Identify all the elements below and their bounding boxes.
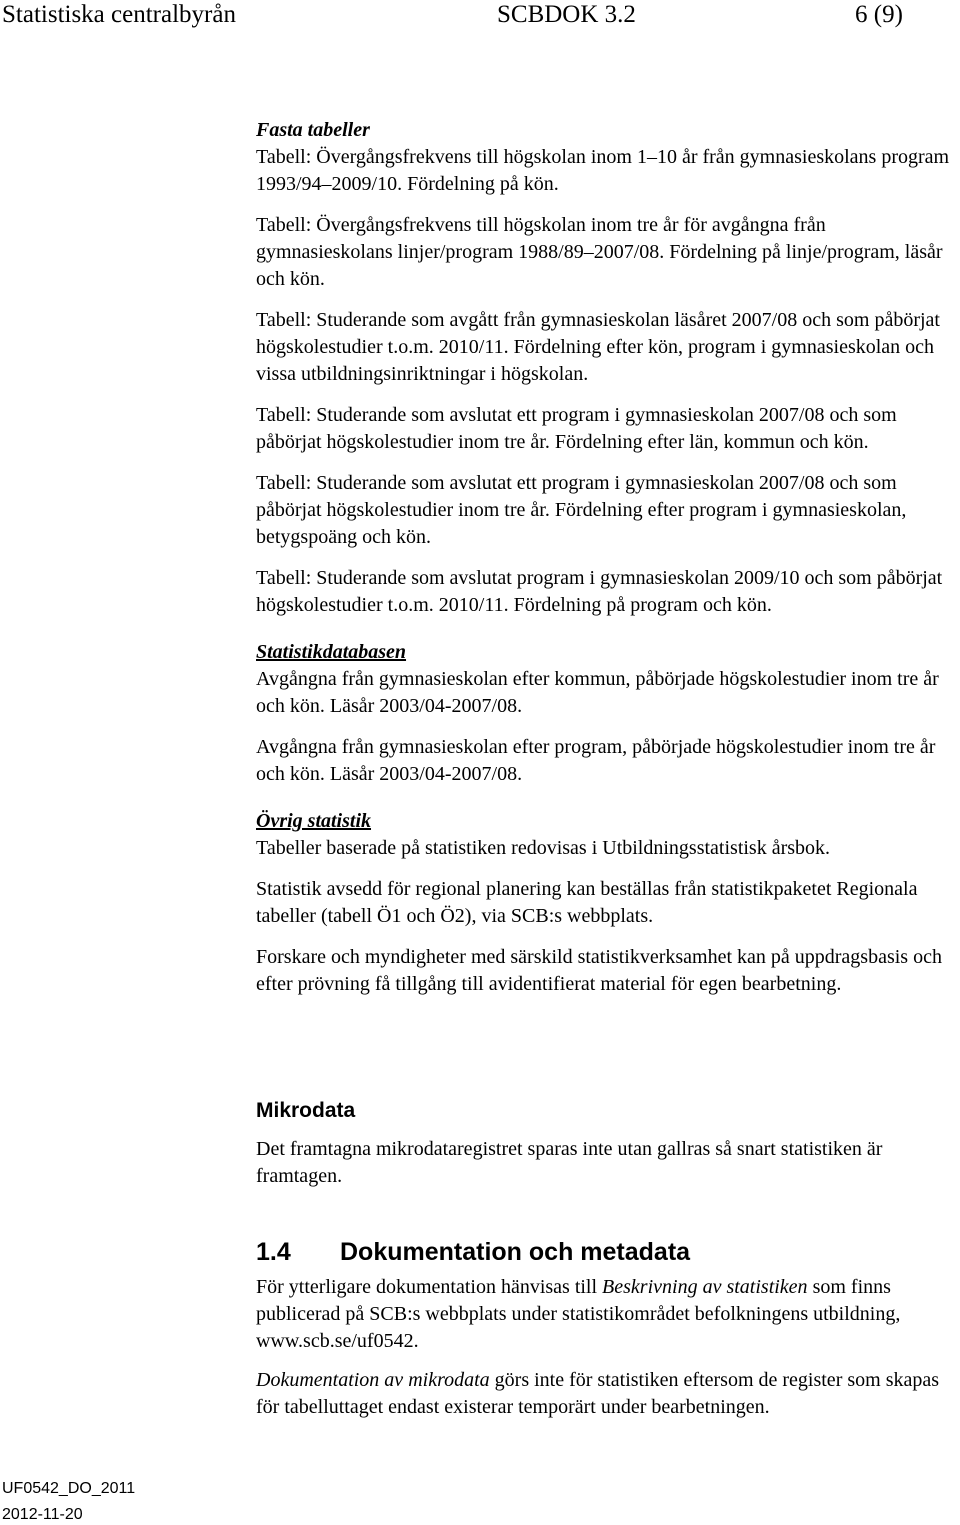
documentation-paragraph xyxy=(256,1274,960,1355)
statistics-database-item: Avgångna från gymnasieskolan efter program, påbörjade högskolestudier inom tre år och kön. Läsår 2003/04-2007/08. xyxy=(256,736,936,785)
microdata-heading: Mikrodata xyxy=(256,1099,356,1122)
publication-title: Dokumentation av mikrodata xyxy=(256,1369,490,1391)
microdata-text: Det framtagna mikrodataregistret sparas inte utan gallras så snart statistiken är framtagen. xyxy=(256,1138,883,1187)
footer-document-code: UF0542_DO_2011 xyxy=(2,1480,136,1497)
documentation-paragraph xyxy=(256,1367,960,1421)
documentation-body xyxy=(256,1274,960,1421)
main-content xyxy=(256,117,956,998)
header-organization: Statistiska centralbyrån xyxy=(2,1,236,28)
other-statistics-heading: Övrig statistik xyxy=(256,810,372,832)
fixed-table-item: Tabell: Övergångsfrekvens till högskolan inom tre år för avgångna från gymnasieskolans linjer/program 1988/89–2007/08. Fördelning på linje/program, läsår och kön. xyxy=(256,214,943,290)
fixed-tables-heading: Fasta tabeller xyxy=(256,119,370,141)
text-run: För ytterligare dokumentation hänvisas till xyxy=(256,1276,603,1298)
text-run: som finns publicerad på SCB:s webbplats under statistikområdet befolkningens utbildning, www.scb.se/uf0542. xyxy=(256,1276,901,1352)
publication-title: Beskrivning av statistiken xyxy=(602,1276,808,1298)
other-statistics-item: Tabeller baserade på statistiken redovisas i Utbildningsstatistisk årsbok. xyxy=(256,837,831,859)
fixed-table-item: Tabell: Studerande som avslutat program i gymnasieskolan 2009/10 och som påbörjat högskolestudier t.o.m. 2010/11. Fördelning på program och kön. xyxy=(256,567,943,616)
footer-date: 2012-11-20 xyxy=(2,1506,83,1523)
header-document-code: SCBDOK 3.2 xyxy=(497,1,636,28)
fixed-table-item: Tabell: Studerande som avgått från gymnasieskolan läsåret 2007/08 och som påbörjat högskolestudier t.o.m. 2010/11. Fördelning efter kön, program i gymnasieskolan och vissa utbildningsinriktningar i högskolan. xyxy=(256,309,940,385)
fixed-table-item: Tabell: Övergångsfrekvens till högskolan inom 1–10 år från gymnasieskolans program 1993/94–2009/10. Fördelning på kön. xyxy=(256,146,950,195)
other-statistics-item: Statistik avsedd för regional planering kan beställas från statistikpaketet Regionala tabeller (tabell Ö1 och Ö2), via SCB:s webbplats. xyxy=(256,878,918,927)
other-statistics-item: Forskare och myndigheter med särskild statistikverksamhet kan på uppdragsbasis och efter prövning få tillgång till avidentifierat material för egen bearbetning. xyxy=(256,946,942,995)
section-title: Dokumentation och metadata xyxy=(340,1238,691,1266)
statistics-database-item: Avgångna från gymnasieskolan efter kommun, påbörjade högskolestudier inom tre år och kön. Läsår 2003/04-2007/08. xyxy=(256,668,939,717)
documentation-heading xyxy=(256,1236,690,1268)
header-page-number: 6 (9) xyxy=(855,1,903,28)
fixed-table-item: Tabell: Studerande som avslutat ett program i gymnasieskolan 2007/08 och som påbörjat högskolestudier inom tre år. Fördelning efter program i gymnasieskolan, betygspoäng och kön. xyxy=(256,472,907,548)
text-run: görs inte för statistiken eftersom de register som skapas för tabelluttaget endast existerar temporärt under bearbetningen. xyxy=(256,1369,940,1418)
statistics-database-heading: Statistikdatabasen xyxy=(256,641,407,663)
section-number: 1.4 xyxy=(256,1238,291,1266)
fixed-table-item: Tabell: Studerande som avslutat ett program i gymnasieskolan 2007/08 och som påbörjat högskolestudier inom tre år. Fördelning efter län, kommun och kön. xyxy=(256,404,897,453)
